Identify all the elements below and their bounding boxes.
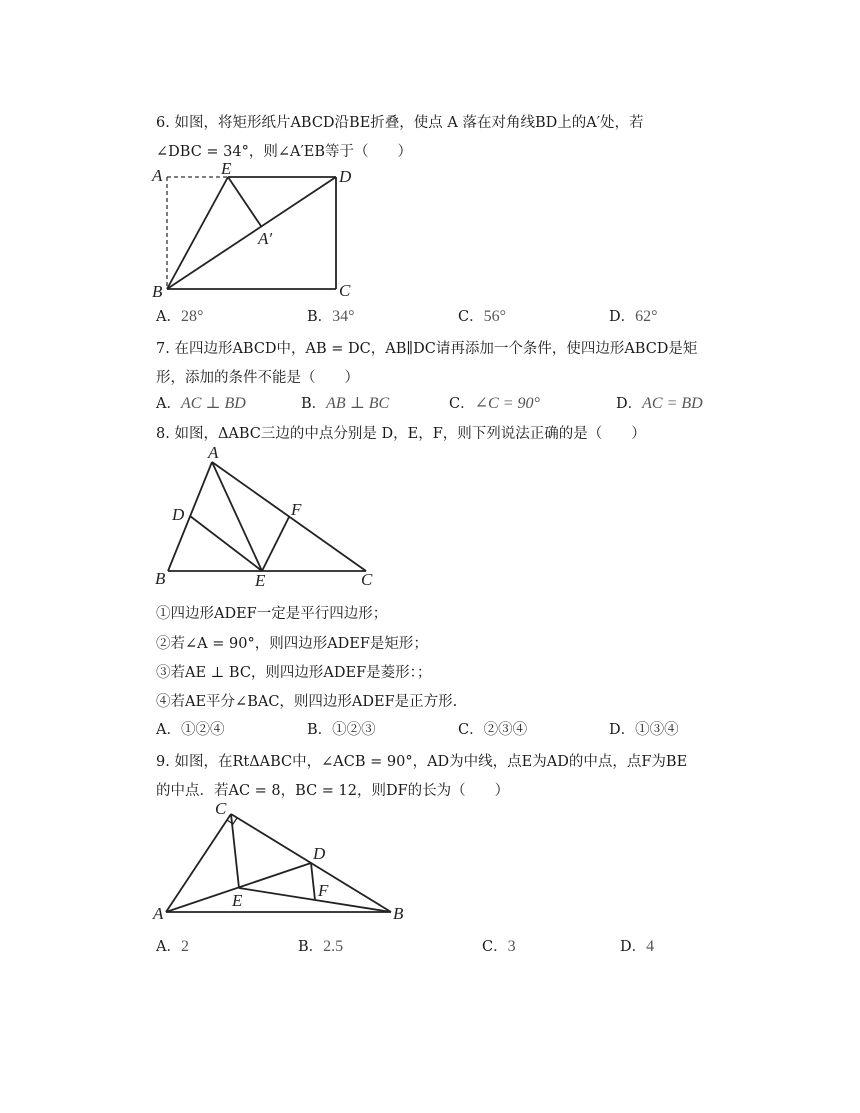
q6-figure <box>150 160 360 305</box>
q8-label-B: B <box>155 569 166 588</box>
q9-label-C: C <box>215 799 227 818</box>
q9-option-c[interactable]: C．3 <box>482 938 516 955</box>
q9-label-D: D <box>313 844 326 863</box>
q8-figure <box>150 442 380 590</box>
q9-stem-line2: 的中点．若AC = 8，BC = 12，则DF的长为（ ） <box>156 783 510 799</box>
q9-option-b[interactable]: B．2.5 <box>298 938 344 955</box>
q9-option-d[interactable]: D．4 <box>620 938 655 955</box>
q8-label-F: F <box>291 500 302 519</box>
q8-stem-line1: 8. 如图，ΔABC三边的中点分别是 D，E，F，则下列说法正确的是（ ） <box>156 426 646 442</box>
q8-statement-3: ③若AE ⊥ BC，则四边形ADEF是菱形：； <box>156 665 432 681</box>
q6-option-b[interactable]: B．34° <box>307 308 355 325</box>
q7-stem-line2: 形，添加的条件不能是（ ） <box>156 370 359 386</box>
q6-option-d[interactable]: D．62° <box>609 308 658 325</box>
q8-label-E: E <box>255 571 266 590</box>
q7-stem-line1: 7. 在四边形ABCD中，AB = DC，AB∥DC请再添加一个条件，使四边形ABCD是矩 <box>156 341 698 357</box>
q9-stem-line1: 9. 如图，在RtΔABC中，∠ACB = 90°，AD为中线，点E为AD的中点，点F为BE <box>156 754 688 770</box>
q6-label-E: E <box>221 160 232 178</box>
q6-label-A: A <box>152 166 163 185</box>
q9-label-F: F <box>318 881 329 900</box>
q6-label-B: B <box>152 282 163 301</box>
q9-label-B: B <box>393 904 404 923</box>
q8-option-d[interactable]: D．①③④ <box>609 722 679 738</box>
q6-option-c[interactable]: C．56° <box>458 308 507 325</box>
q7-option-d[interactable]: D．AC = BD <box>616 395 703 412</box>
q6-label-D: D <box>339 167 352 186</box>
q8-label-A: A <box>208 443 219 462</box>
q6-option-a[interactable]: A．28° <box>156 308 204 325</box>
q8-option-a[interactable]: A．①②④ <box>156 722 225 738</box>
q6-stem-line2: ∠DBC = 34°，则∠A′EB等于（ ） <box>156 144 413 160</box>
q6-label-C: C <box>339 281 351 300</box>
q8-label-D: D <box>172 505 185 524</box>
q7-option-b[interactable]: B．AB ⊥ BC <box>301 395 390 412</box>
q8-statement-1: ①四边形ADEF一定是平行四边形； <box>156 606 388 622</box>
q8-statement-4: ④若AE平分∠BAC，则四边形ADEF是正方形. <box>156 694 458 710</box>
q6-stem-line1: 6. 如图，将矩形纸片ABCD沿BE折叠，使点 A 落在对角线BD上的A′处，若 <box>156 115 644 131</box>
q8-option-c[interactable]: C．②③④ <box>458 722 528 738</box>
q9-label-A: A <box>153 904 164 923</box>
q8-statement-2: ②若∠A = 90°，则四边形ADEF是矩形； <box>156 636 428 652</box>
q7-option-c[interactable]: C．∠C = 90° <box>449 395 540 412</box>
q9-label-E: E <box>232 891 243 910</box>
q7-option-a[interactable]: A．AC ⊥ BD <box>156 395 246 412</box>
q9-option-a[interactable]: A．2 <box>156 938 189 955</box>
q8-option-b[interactable]: B．①②③ <box>307 722 376 738</box>
q8-label-C: C <box>361 570 373 589</box>
q6-label-Aprime: A′ <box>258 229 273 248</box>
q9-figure <box>150 798 412 924</box>
